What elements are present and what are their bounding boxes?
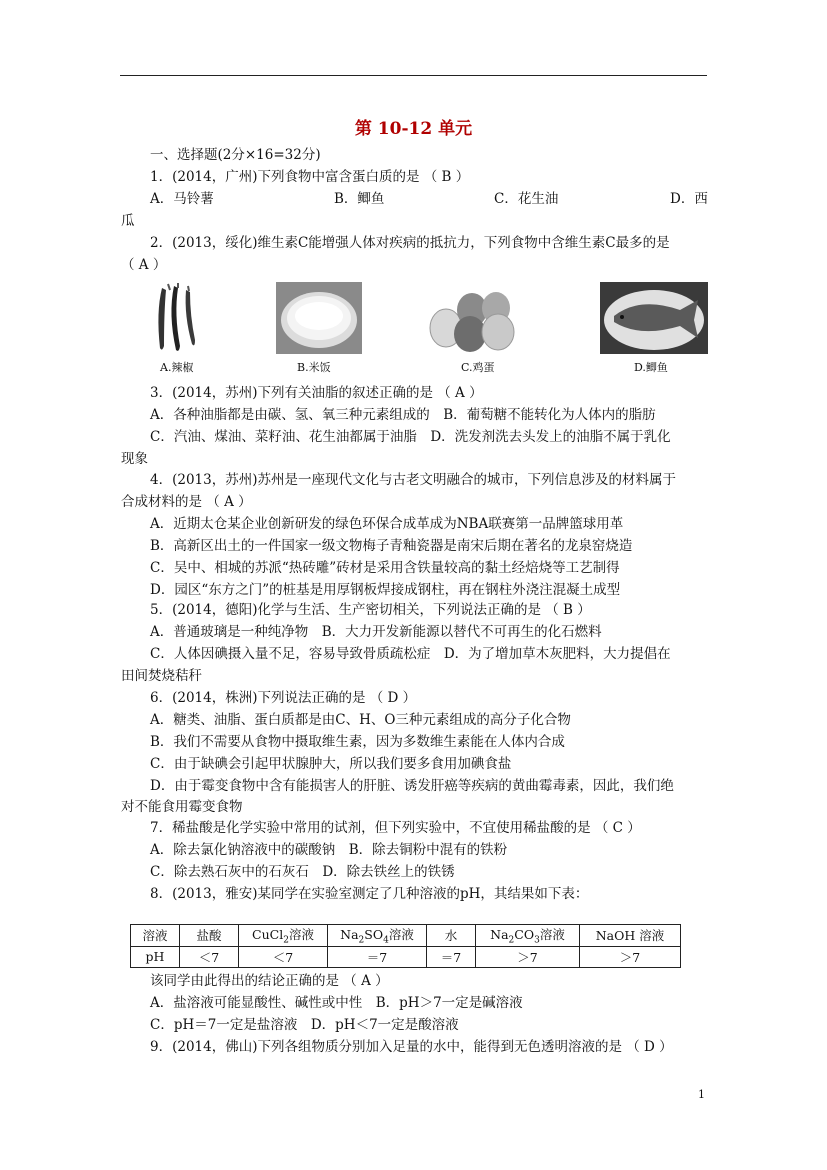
caption-c: C.鸡蛋 xyxy=(461,361,495,374)
q3-stem: 3．(2014，苏州)下列有关油脂的叙述正确的是 （ A ） xyxy=(150,385,483,401)
q1-option-a: A．马铃薯 xyxy=(150,191,214,207)
q7-options-ab: A．除去氯化钠溶液中的碳酸钠 B．除去铜粉中混有的铁粉 xyxy=(150,842,508,858)
q1-continuation: 瓜 xyxy=(121,213,135,229)
table-cell: ＞7 xyxy=(476,946,580,967)
table-cell: pH xyxy=(131,946,180,967)
header-rule xyxy=(120,75,707,76)
q2-stem: 2．(2013，绥化)维生素C能增强人体对疾病的抵抗力，下列食物中含维生素C最多的是 xyxy=(150,235,670,251)
page-title: 第 10-12 单元 xyxy=(354,119,473,139)
q5-options-cd: C．人体因碘摄入量不足，容易导致骨质疏松症 D．为了增加草木灰肥料，大力提倡在 xyxy=(150,646,671,662)
q9-stem: 9．(2014，佛山)下列各组物质分别加入足量的水中，能得到无色透明溶液的是 （ D ） xyxy=(150,1039,673,1055)
q7-options-cd: C．除去熟石灰中的石灰石 D．除去铁丝上的铁锈 xyxy=(150,864,455,880)
table-cell: ＝7 xyxy=(427,946,476,967)
q3-options-ab: A．各种油脂都是由碳、氢、氧三种元素组成的 B．葡萄糖不能转化为人体内的脂肪 xyxy=(150,407,656,423)
page-number: 1 xyxy=(698,1088,705,1101)
q5-stem: 5．(2014，德阳)化学与生活、生产密切相关，下列说法正确的是 （ B ） xyxy=(150,602,591,618)
q8-options-cd: C．pH＝7一定是盐溶液 D．pH＜7一定是酸溶液 xyxy=(150,1017,459,1033)
q6-option-b: B．我们不需要从食物中摄取维生素，因为多数维生素能在人体内合成 xyxy=(150,734,565,750)
q3-options-cd: C．汽油、煤油、菜籽油、花生油都属于油脂 D．洗发剂洗去头发上的油脂不属于乳化 xyxy=(150,429,671,445)
table-cell: ＜7 xyxy=(180,946,239,967)
table-row xyxy=(131,925,681,947)
table-cell: ＜7 xyxy=(239,946,328,967)
q2-stem-cont: （ A ） xyxy=(121,257,167,273)
section-heading: 一、选择题(2分×16=32分) xyxy=(150,147,321,163)
q1-stem: 1．(2014，广州)下列食物中富含蛋白质的是 （ B ） xyxy=(150,169,470,185)
eggs-image xyxy=(424,282,522,354)
q6-option-a: A．糖类、油脂、蛋白质都是由C、H、O三种元素组成的高分子化合物 xyxy=(150,712,571,728)
q4-option-d: D．园区“东方之门”的桩基是用厚钢板焊接成钢柱，再在钢柱外浇注混凝土成型 xyxy=(150,582,621,598)
q1-option-d: D．西 xyxy=(670,191,708,207)
q8-stem: 8．(2013，雅安)某同学在实验室测定了几种溶液的pH，其结果如下表： xyxy=(150,886,589,902)
ph-table xyxy=(130,924,681,968)
table-cell: 水 xyxy=(427,925,476,947)
q5-options-ab: A．普通玻璃是一种纯净物 B．大力开发新能源以替代不可再生的化石燃料 xyxy=(150,624,602,640)
q7-stem: 7．稀盐酸是化学实验中常用的试剂，但下列实验中，不宜使用稀盐酸的是 （ C ） xyxy=(150,820,641,836)
q4-stem-cont: 合成材料的是 （ A ） xyxy=(121,494,252,510)
q8-options-ab: A．盐溶液可能显酸性、碱性或中性 B．pH＞7一定是碱溶液 xyxy=(150,995,523,1011)
q4-option-a: A．近期太仓某企业创新研发的绿色环保合成革成为NBA联赛第一品牌篮球用革 xyxy=(150,516,624,532)
table-cell: ＞7 xyxy=(580,946,681,967)
q6-option-c: C．由于缺碘会引起甲状腺肿大，所以我们要多食用加碘食盐 xyxy=(150,756,512,772)
table-cell: $Na_2CO_3$溶液 xyxy=(476,925,580,947)
chili-pepper-image xyxy=(148,282,208,354)
q6-stem: 6．(2014，株洲)下列说法正确的是 （ D ） xyxy=(150,690,417,706)
q1-option-b: B．鲫鱼 xyxy=(334,191,385,207)
caption-d: D.鲫鱼 xyxy=(634,361,668,374)
table-cell: CuCl$_2$溶液 xyxy=(239,925,328,947)
rice-bowl-image xyxy=(276,282,362,354)
q1-option-c: C．花生油 xyxy=(494,191,559,207)
table-cell: ＝7 xyxy=(328,946,427,967)
q4-option-c: C．吴中、相城的苏派“热砖雕”砖材是采用含铁量较高的黏土经焙烧等工艺制得 xyxy=(150,560,620,576)
table-cell: 盐酸 xyxy=(180,925,239,947)
q4-option-b: B．高新区出土的一件国家一级文物梅子青釉瓷器是南宋后期在著名的龙泉窑烧造 xyxy=(150,538,633,554)
q4-stem: 4．(2013，苏州)苏州是一座现代文化与古老文明融合的城市，下列信息涉及的材料属于 xyxy=(150,472,676,488)
q5-continuation: 田间焚烧秸秆 xyxy=(121,668,202,684)
table-row xyxy=(131,946,681,967)
q6-continuation: 对不能食用霉变食物 xyxy=(121,799,243,815)
q8-conclusion: 该同学由此得出的结论正确的是 （ A ） xyxy=(150,973,389,989)
q6-option-d: D．由于霉变食物中含有能损害人的肝脏、诱发肝癌等疾病的黄曲霉毒素，因此，我们绝 xyxy=(150,778,674,794)
caption-b: B.米饭 xyxy=(297,361,331,374)
table-cell: $Na_2SO_4$溶液 xyxy=(328,925,427,947)
table-cell: NaOH 溶液 xyxy=(580,925,681,947)
table-cell: 溶液 xyxy=(131,925,180,947)
caption-a: A.辣椒 xyxy=(160,361,194,374)
q3-continuation: 现象 xyxy=(121,451,148,467)
crucian-carp-image xyxy=(600,282,708,354)
